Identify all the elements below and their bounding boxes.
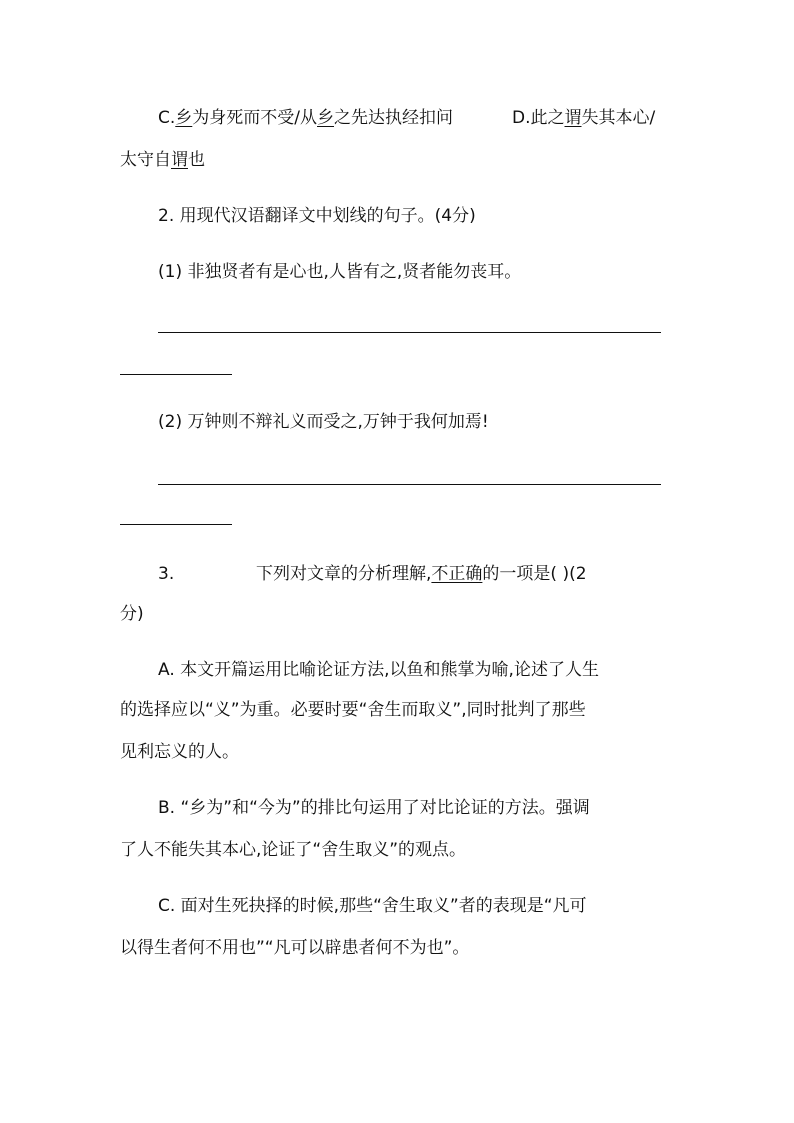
underlined-char: 乡 xyxy=(317,108,335,128)
option-a-line-3: 见利忘义的人。 xyxy=(120,742,239,762)
option-c-line-2: 以得生者何不用也”“凡可以辟患者何不为也”。 xyxy=(120,938,470,958)
question-3-number: 3. xyxy=(158,564,175,584)
option-b-line-1: B. “乡为”和“今为”的排比句运用了对比论证的方法。强调 xyxy=(158,798,590,818)
option-b-line-2: 了人不能失其本心,论证了“舍生取义”的观点。 xyxy=(120,840,467,860)
option-a-line-2: 的选择应以“义”为重。必要时要“舍生而取义”,同时批判了那些 xyxy=(120,700,586,720)
underlined-char: 谓 xyxy=(564,108,582,128)
answer-line-1a[interactable] xyxy=(158,332,661,333)
option-c-line-1: C. 面对生死抉择的时候,那些“舍生取义”者的表现是“凡可 xyxy=(158,896,587,916)
question-2-stem: 2. 用现代汉语翻译文中划线的句子。(4分) xyxy=(158,206,476,226)
option-a-line-1: A. 本文开篇运用比喻论证方法,以鱼和熊掌为喻,论述了人生 xyxy=(158,660,599,680)
question-3-stem: 下列对文章的分析理解,不正确的一项是( )(2 xyxy=(256,564,587,584)
option-d-text: D.此之谓失其本心/ xyxy=(512,108,656,128)
underlined-char: 谓 xyxy=(171,150,188,170)
underlined-char: 乡 xyxy=(175,108,193,128)
answer-line-1b[interactable] xyxy=(120,374,232,375)
question-2-sentence-1: (1) 非独贤者有是心也,人皆有之,贤者能勿丧耳。 xyxy=(158,262,522,282)
question-3-stem-continued: 分) xyxy=(120,604,144,624)
question-2-sentence-2: (2) 万钟则不辩礼义而受之,万钟于我何加焉! xyxy=(158,412,489,432)
underlined-phrase: 不正确 xyxy=(431,564,483,584)
answer-line-2b[interactable] xyxy=(120,524,232,525)
option-c-text: C.乡为身死而不受/从乡之先达执经扣问 xyxy=(158,108,454,128)
option-d-continued: 太守自谓也 xyxy=(120,150,205,170)
answer-line-2a[interactable] xyxy=(158,484,661,485)
